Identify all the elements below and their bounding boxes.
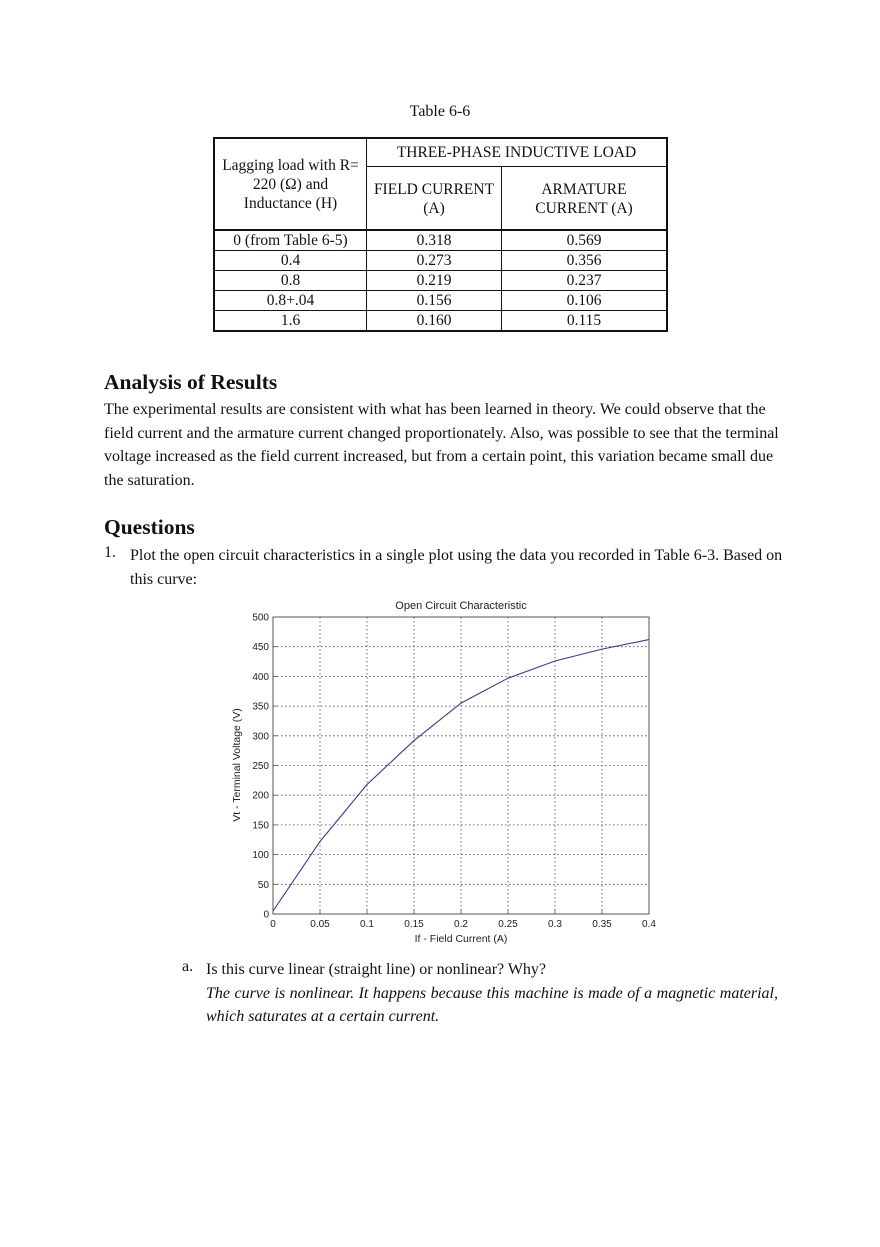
cell-load: 0.8+.04 [214, 291, 367, 311]
chart-x-ticks [270, 910, 656, 930]
table-row [214, 230, 667, 251]
question-a-answer: The curve is nonlinear. It happens because this machine is made of a magnetic material, which saturates at a certain current. [206, 984, 778, 1025]
cell-load: 1.6 [214, 311, 367, 332]
cell-armature: 0.115 [502, 311, 668, 332]
question-a [206, 958, 778, 1029]
y-tick-label: 450 [252, 642, 269, 654]
y-tick-label: 400 [252, 671, 269, 683]
question-a-text: Is this curve linear (straight line) or nonlinear? Why? [206, 961, 547, 978]
cell-field: 0.273 [367, 251, 502, 271]
x-tick-label: 0.4 [642, 919, 656, 930]
header-load: Lagging load with R= 220 (Ω) and Inductance (H) [214, 138, 367, 230]
cell-armature: 0.237 [502, 271, 668, 291]
chart-grid [273, 617, 649, 914]
cell-field: 0.156 [367, 291, 502, 311]
cell-field: 0.219 [367, 271, 502, 291]
table-caption: Table 6-6 [409, 103, 471, 120]
x-tick-label: 0 [270, 919, 276, 930]
chart-x-label: If - Field Current (A) [414, 933, 508, 945]
y-tick-label: 200 [252, 790, 269, 802]
chart-title: Open Circuit Characteristic [395, 600, 527, 612]
y-tick-label: 100 [252, 850, 269, 862]
x-tick-label: 0.25 [498, 919, 518, 930]
open-circuit-chart [225, 592, 665, 952]
y-tick-label: 0 [263, 909, 269, 921]
table-row [214, 291, 667, 311]
analysis-heading: Analysis of Results [104, 370, 278, 394]
cell-field: 0.160 [367, 311, 502, 332]
table-row [214, 311, 667, 332]
question-a-letter: a. [182, 958, 194, 975]
table-row [214, 271, 667, 291]
analysis-body: The experimental results are consistent with what has been learned in theory. We could observe that the field current and the armature current changed proportionately. Also, was possible to see that the terminal voltage increased as the field current increased, but from a certain point, this variation became small due the saturation. [104, 401, 779, 489]
y-tick-label: 350 [252, 701, 269, 713]
x-tick-label: 0.3 [548, 919, 562, 930]
cell-armature: 0.356 [502, 251, 668, 271]
header-armature-current: ARMATURE CURRENT (A) [502, 167, 668, 231]
y-tick-label: 50 [257, 879, 269, 891]
cell-field: 0.318 [367, 230, 502, 251]
x-tick-label: 0.35 [592, 919, 612, 930]
cell-load: 0.4 [214, 251, 367, 271]
y-tick-label: 150 [252, 820, 269, 832]
questions-heading: Questions [104, 515, 195, 539]
x-tick-label: 0.2 [454, 919, 468, 930]
cell-load: 0 (from Table 6-5) [214, 230, 367, 251]
cell-armature: 0.569 [502, 230, 668, 251]
header-group: THREE-PHASE INDUCTIVE LOAD [367, 138, 668, 167]
chart-y-label: Vt - Terminal Voltage (V) [231, 708, 243, 822]
x-tick-label: 0.1 [360, 919, 374, 930]
y-tick-label: 300 [252, 731, 269, 743]
cell-load: 0.8 [214, 271, 367, 291]
cell-armature: 0.106 [502, 291, 668, 311]
header-field-current: FIELD CURRENT (A) [367, 167, 502, 231]
question-1-text: Plot the open circuit characteristics in a single plot using the data you recorded in Table 6-3. Based on this curve: [130, 547, 783, 588]
x-tick-label: 0.15 [404, 919, 424, 930]
x-tick-label: 0.05 [310, 919, 330, 930]
question-1-number: 1. [104, 544, 116, 561]
y-tick-label: 250 [252, 761, 269, 772]
y-tick-label: 500 [252, 612, 269, 624]
table-row [214, 251, 667, 271]
inductive-load-table [213, 137, 668, 332]
